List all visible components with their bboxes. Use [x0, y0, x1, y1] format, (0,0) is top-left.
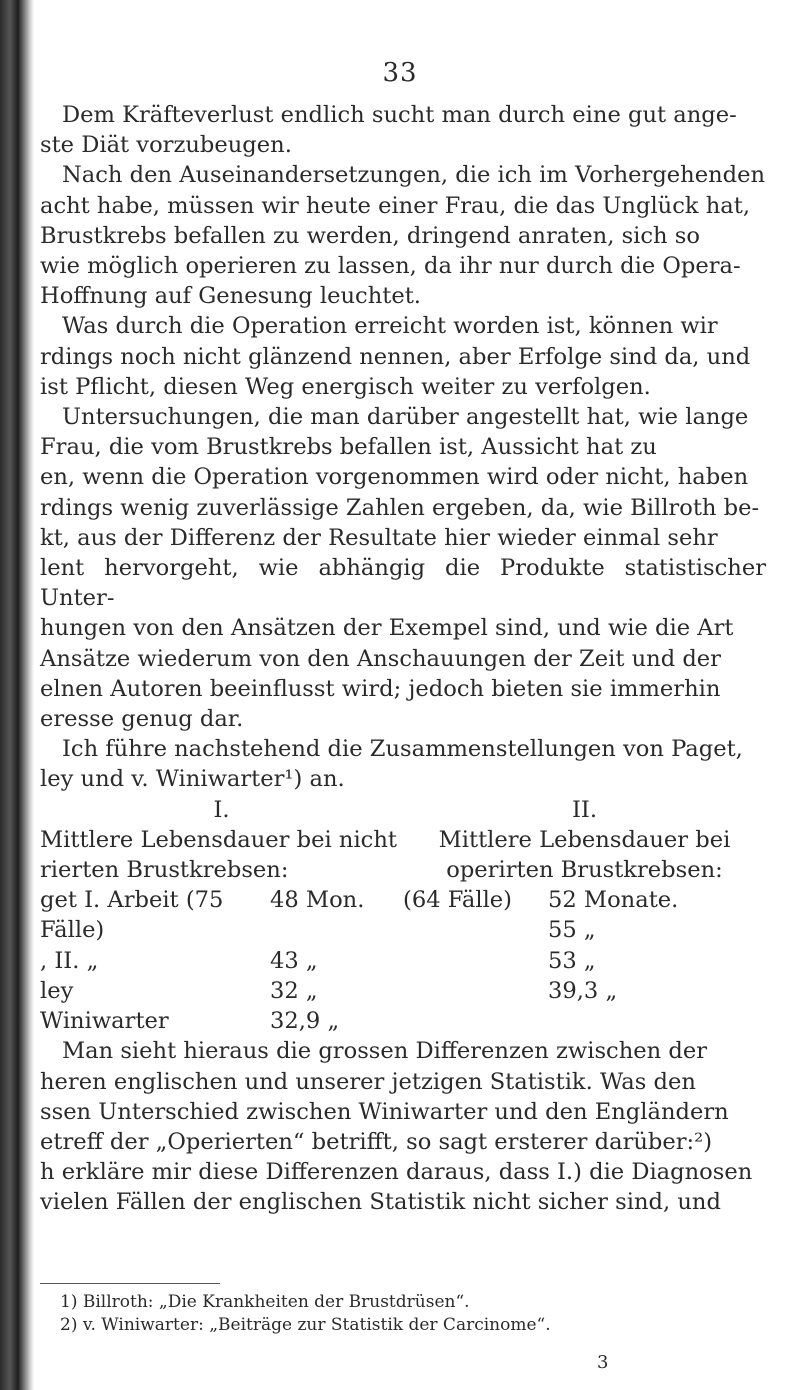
row-label: (64 Fälle) [403, 887, 512, 914]
page-number: 33 [382, 58, 418, 88]
table-column-operated [403, 795, 766, 1037]
text-line: ssen Unterschied zwischen Winiwarter und den Engländern [40, 1098, 729, 1125]
row-label: get I. Arbeit (75 Fälle) [40, 887, 224, 944]
table-caption: Mittlere Lebensdauer bei [438, 826, 731, 853]
text-line: kt, aus der Differenz der Resultate hier wieder einmal sehr [40, 524, 718, 551]
row-label: , II. „ [40, 947, 99, 974]
text-line: Hoffnung auf Genesung leuchtet. [40, 283, 421, 310]
row-value: 53 „ [548, 947, 596, 974]
table-row [403, 976, 766, 1006]
text-line: hungen von den Ansätzen der Exempel sind, und wie die Art [40, 615, 734, 642]
footnotes [60, 1291, 760, 1337]
row-value: 39,3 „ [548, 977, 618, 1004]
row-value: 32 „ [270, 977, 318, 1004]
book-binding-edge [0, 0, 34, 1390]
row-value: 48 Mon. [270, 887, 365, 914]
row-label [403, 915, 548, 945]
text-line: lent hervorgeht, wie abhängig die Produkte statistischer Unter- [40, 555, 766, 612]
row-value: 55 „ [548, 917, 596, 944]
text-line: elnen Autoren beeinflusst wird; jedoch bieten sie immerhin [40, 675, 721, 702]
text-line: wie möglich operieren zu lassen, da ihr nur durch die Opera- [40, 253, 741, 280]
footnote: 1) Billroth: „Die Krankheiten der Brustdrüsen“. [60, 1292, 470, 1312]
text-line: Nach den Auseinandersetzungen, die ich im Vorhergehenden [62, 162, 766, 189]
table-caption: Mittlere Lebensdauer bei nicht [40, 826, 397, 853]
text-line: Man sieht hieraus die grossen Differenzen zwischen der [62, 1038, 707, 1065]
row-label: Winiwarter [40, 1008, 169, 1035]
statistics-table [40, 795, 766, 1037]
table-row [40, 946, 403, 976]
text-line: h erkläre mir diese Differenzen daraus, dass I.) die Diagnosen [40, 1159, 753, 1186]
text-line: vielen Fällen der englischen Statistik nicht sicher sind, und [40, 1189, 721, 1216]
text-line: rdings noch nicht glänzend nennen, aber Erfolge sind da, und [40, 343, 751, 370]
row-label [403, 946, 548, 976]
text-line: heren englischen und unserer jetzigen Statistik. Was den [40, 1068, 696, 1095]
text-line: Brustkrebs befallen zu werden, dringend anraten, sich so [40, 222, 700, 249]
signature-mark: 3 [597, 1352, 609, 1373]
text-line: Was durch die Operation erreicht worden ist, können wir [62, 313, 718, 340]
table-row [403, 946, 766, 976]
text-line: en, wenn die Operation vorgenommen wird oder nicht, haben [40, 464, 749, 491]
table-caption: operirten Brustkrebsen: [446, 857, 723, 884]
row-value: 52 Monate. [548, 887, 679, 914]
row-label [403, 976, 548, 1006]
text-line: ste Diät vorzubeugen. [40, 132, 292, 159]
text-line: Ich führe nachstehend die Zusammenstellungen von Paget, [62, 736, 743, 763]
table-heading: II. [571, 796, 598, 823]
text-line: Ansätze wiederum von den Anschauungen der Zeit und der [40, 645, 721, 672]
text-line: Frau, die vom Brustkrebs befallen ist, Aussicht hat zu [40, 434, 657, 461]
body-text [40, 100, 766, 1218]
footnote-divider [40, 1283, 220, 1284]
footnote: 2) v. Winiwarter: „Beiträge zur Statistik der Carcinome“. [60, 1315, 551, 1335]
row-value: 43 „ [270, 947, 318, 974]
table-column-nonoperated [40, 795, 403, 1037]
text-line: ley und v. Winiwarter¹) an. [40, 766, 345, 793]
row-label: ley [40, 977, 74, 1004]
text-line: Dem Kräfteverlust endlich sucht man durch eine gut ange- [62, 102, 737, 128]
table-row [40, 885, 403, 945]
text-line: etreff der „Operierten“ betrifft, so sagt ersterer darüber:²) [40, 1128, 713, 1155]
table-row [403, 885, 766, 915]
text-line: ist Pflicht, diesen Weg energisch weiter zu verfolgen. [40, 373, 651, 400]
table-row [40, 976, 403, 1006]
table-row [403, 915, 766, 945]
table-heading: I. [213, 796, 230, 823]
text-line: Untersuchungen, die man darüber angestellt hat, wie lange [62, 404, 749, 431]
table-caption: rierten Brustkrebsen: [40, 857, 289, 884]
row-value: 32,9 „ [270, 1008, 340, 1035]
text-line: rdings wenig zuverlässige Zahlen ergeben, da, wie Billroth be- [40, 494, 760, 521]
text-line: eresse genug dar. [40, 706, 244, 733]
text-line: acht habe, müssen wir heute einer Frau, die das Unglück hat, [40, 192, 751, 219]
table-row [40, 1006, 403, 1036]
